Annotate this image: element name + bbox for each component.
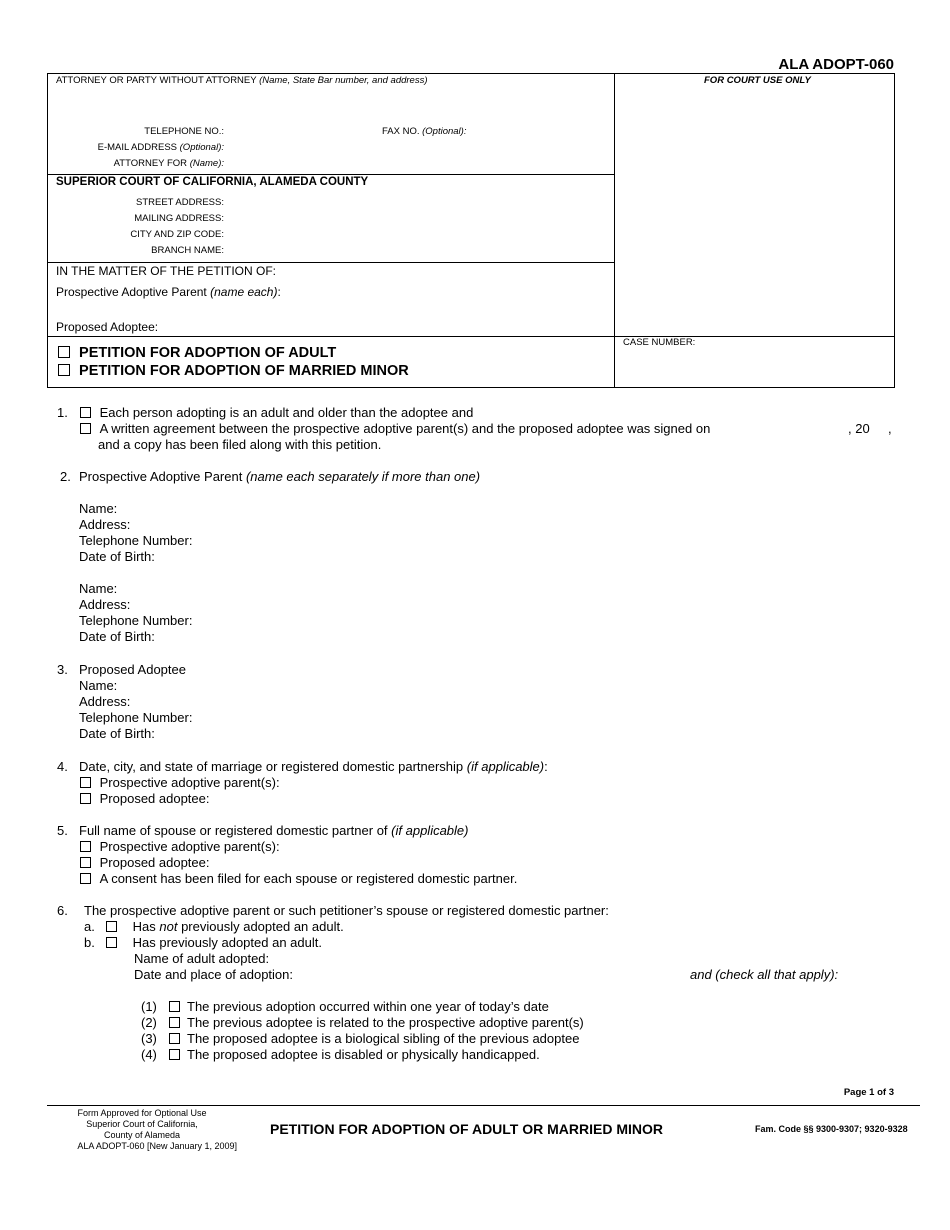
item2-parent2-block [79,581,192,645]
item6-sub-4-num: (4) [141,1047,157,1062]
attorney-label [56,75,428,86]
attorney-label-hint: (Name, State Bar number, and address) [259,75,428,86]
item4-opt2-checkbox[interactable] [80,793,91,804]
item4-label: Date, city, and state of marriage or registered domestic partnership [79,759,464,774]
item6-sub-4-text: The proposed adoptee is disabled or physically handicapped. [187,1047,540,1062]
item6-sub-3-text: The proposed adoptee is a biological sibling of the previous adoptee [187,1031,580,1046]
item1-comma: , [888,421,892,436]
item6-name-adopted: Name of adult adopted: [134,951,270,966]
footer-code: Fam. Code §§ 9300-9307; 9320-9328 [755,1124,908,1134]
branch-name-label: BRANCH NAME: [151,245,224,256]
item6-sub-2-checkbox[interactable] [169,1017,180,1028]
item6-sub-list [141,999,584,1063]
item5-opt3-checkbox[interactable] [80,873,91,884]
item4-opt1-row [80,775,280,790]
attorney-for-hint: (Name): [189,158,224,169]
footer-approval [47,1108,237,1152]
fax-label-text: FAX NO. [382,126,420,137]
item6-check-all: and (check all that apply): [690,967,839,982]
item6-a-checkbox[interactable] [106,921,117,932]
item2-p1-address-label: Address: [79,517,131,532]
caption-right-border [894,73,895,388]
item5-opt1-text: Prospective adoptive parent(s): [99,839,280,854]
item5-opt3-text: A consent has been filed for each spouse or registered domestic partner. [99,871,518,886]
telephone-label: TELEPHONE NO.: [144,126,224,137]
item6-sub-1-text: The previous adoption occurred within one year of today’s date [187,999,549,1014]
item2-p2-dob-label: Date of Birth: [79,629,155,644]
item6-label: The prospective adoptive parent or such petitioner’s spouse or registered domestic partner: [84,903,609,918]
item6-date-place: Date and place of adoption: [134,967,294,982]
title-adult: PETITION FOR ADOPTION OF ADULT [79,345,337,361]
item3-block [79,662,192,742]
footer-approved-4: ALA ADOPT-060 [New January 1, 2009] [77,1141,237,1151]
item6-number: 6. [57,903,68,918]
email-label [54,142,224,153]
item6-b-checkbox[interactable] [106,937,117,948]
title-adult-checkbox[interactable] [58,346,70,358]
item1-b-row [80,421,710,436]
title-adult-row [58,345,336,361]
item5-opt2-row [80,855,210,870]
item4-heading [79,759,548,774]
item6-sub-4 [141,1047,584,1063]
item4-hint: (if applicable) [466,759,545,774]
fax-label [382,126,466,137]
item6-sub-1-num: (1) [141,999,157,1014]
item1-a-row [80,405,473,420]
form-id: ALA ADOPT-060 [778,56,894,73]
email-label-hint: (Optional): [179,142,224,153]
parent-label-text: Prospective Adoptive Parent [56,285,207,299]
item6-sub-3-checkbox[interactable] [169,1033,180,1044]
item1-number: 1. [57,405,68,420]
caption-divider-vertical [614,73,615,388]
item5-opt2-checkbox[interactable] [80,857,91,868]
item6-a-not: not [159,919,178,934]
item6-b-row [106,935,322,950]
caption-divider-2 [47,262,614,263]
item6-a-pre: Has [132,919,156,934]
caption-divider-1 [47,174,614,175]
footer-approved-3: County of Alameda [103,1130,181,1140]
caption-left-border [47,73,48,388]
title-minor-checkbox[interactable] [58,364,70,376]
item2-p2-phone-label: Telephone Number: [79,613,193,628]
item1-c-text: and a copy has been filed along with this petition. [98,437,382,452]
caption-divider-3 [47,336,895,337]
item6-sub-2-num: (2) [141,1015,157,1030]
item3-label: Proposed Adoptee [79,662,186,677]
item2-label: Prospective Adoptive Parent [79,469,243,484]
item6-a-letter: a. [84,919,95,934]
item3-number: 3. [57,662,68,677]
item5-hint: (if applicable) [391,823,469,838]
item2-p2-name-label: Name: [79,581,118,596]
item4-colon: : [544,759,548,774]
caption-top-border [47,73,895,74]
item1-a-checkbox[interactable] [80,407,91,418]
item5-opt3-row [80,871,517,886]
item6-sub-1 [141,999,584,1015]
attorney-for-label [54,158,224,169]
item3-phone-label: Telephone Number: [79,710,193,725]
footer-title: PETITION FOR ADOPTION OF ADULT OR MARRIED MINOR [270,1121,664,1137]
court-name: SUPERIOR COURT OF CALIFORNIA, ALAMEDA COUNTY [56,176,369,188]
title-minor: PETITION FOR ADOPTION OF MARRIED MINOR [79,363,409,379]
item4-opt1-checkbox[interactable] [80,777,91,788]
item5-opt1-row [80,839,280,854]
page-number: Page 1 of 3 [843,1087,894,1098]
item4-opt1-text: Prospective adoptive parent(s): [99,775,280,790]
item6-sub-1-checkbox[interactable] [169,1001,180,1012]
item1-b-checkbox[interactable] [80,423,91,434]
item6-b-letter: b. [84,935,95,950]
item5-opt2-text: Proposed adoptee: [99,855,210,870]
parent-label-colon: : [277,285,281,299]
item2-p1-name-label: Name: [79,501,118,516]
item5-heading [79,823,469,838]
item3-address-label: Address: [79,694,131,709]
item2-p1-dob-label: Date of Birth: [79,549,155,564]
city-zip-label: CITY AND ZIP CODE: [130,229,224,240]
item6-sub-2 [141,1015,584,1031]
court-use-label: FOR COURT USE ONLY [704,75,811,86]
item5-opt1-checkbox[interactable] [80,841,91,852]
caption-bottom-border [47,387,895,388]
matter-label: IN THE MATTER OF THE PETITION OF: [56,264,277,278]
mailing-address-label: MAILING ADDRESS: [134,213,224,224]
email-label-text: E-MAIL ADDRESS [97,142,177,153]
item2-number: 2. [60,469,71,484]
item2-parent1-block [79,501,192,565]
item4-number: 4. [57,759,68,774]
item4-opt2-row [80,791,210,806]
attorney-label-text: ATTORNEY OR PARTY WITHOUT ATTORNEY [56,75,257,86]
item2-p2-address-label: Address: [79,597,131,612]
item1-year: , 20 [848,421,870,436]
parent-label [56,285,281,299]
title-minor-row [58,363,409,379]
item3-dob-label: Date of Birth: [79,726,155,741]
footer-approved-1: Form Approved for Optional Use [77,1108,207,1118]
item3-name-label: Name: [79,678,118,693]
item5-label: Full name of spouse or registered domestic partner of [79,823,388,838]
item1-b-text: A written agreement between the prospective adoptive parent(s) and the proposed adoptee was signed on [99,421,711,436]
item6-sub-2-text: The previous adoptee is related to the prospective adoptive parent(s) [187,1015,584,1030]
item2-heading [79,469,480,484]
item6-b-text: Has previously adopted an adult. [132,935,322,950]
item5-number: 5. [57,823,68,838]
adoptee-label: Proposed Adoptee: [56,320,159,334]
fax-label-hint: (Optional): [422,126,467,137]
item1-a-text: Each person adopting is an adult and older than the adoptee and [99,405,474,420]
item4-opt2-text: Proposed adoptee: [99,791,210,806]
item2-hint: (name each separately if more than one) [245,469,481,484]
attorney-for-text: ATTORNEY FOR [113,158,188,169]
street-address-label: STREET ADDRESS: [136,197,224,208]
item6-a-post: previously adopted an adult. [181,919,344,934]
parent-label-hint: (name each) [210,285,278,299]
item6-sub-3-num: (3) [141,1031,157,1046]
footer-approved-2: Superior Court of California, [86,1119,198,1129]
item6-a-row [106,919,344,934]
item2-p1-phone-label: Telephone Number: [79,533,193,548]
footer-rule [47,1105,920,1106]
item6-sub-3 [141,1031,584,1047]
case-number-label: CASE NUMBER: [623,337,696,348]
item6-sub-4-checkbox[interactable] [169,1049,180,1060]
